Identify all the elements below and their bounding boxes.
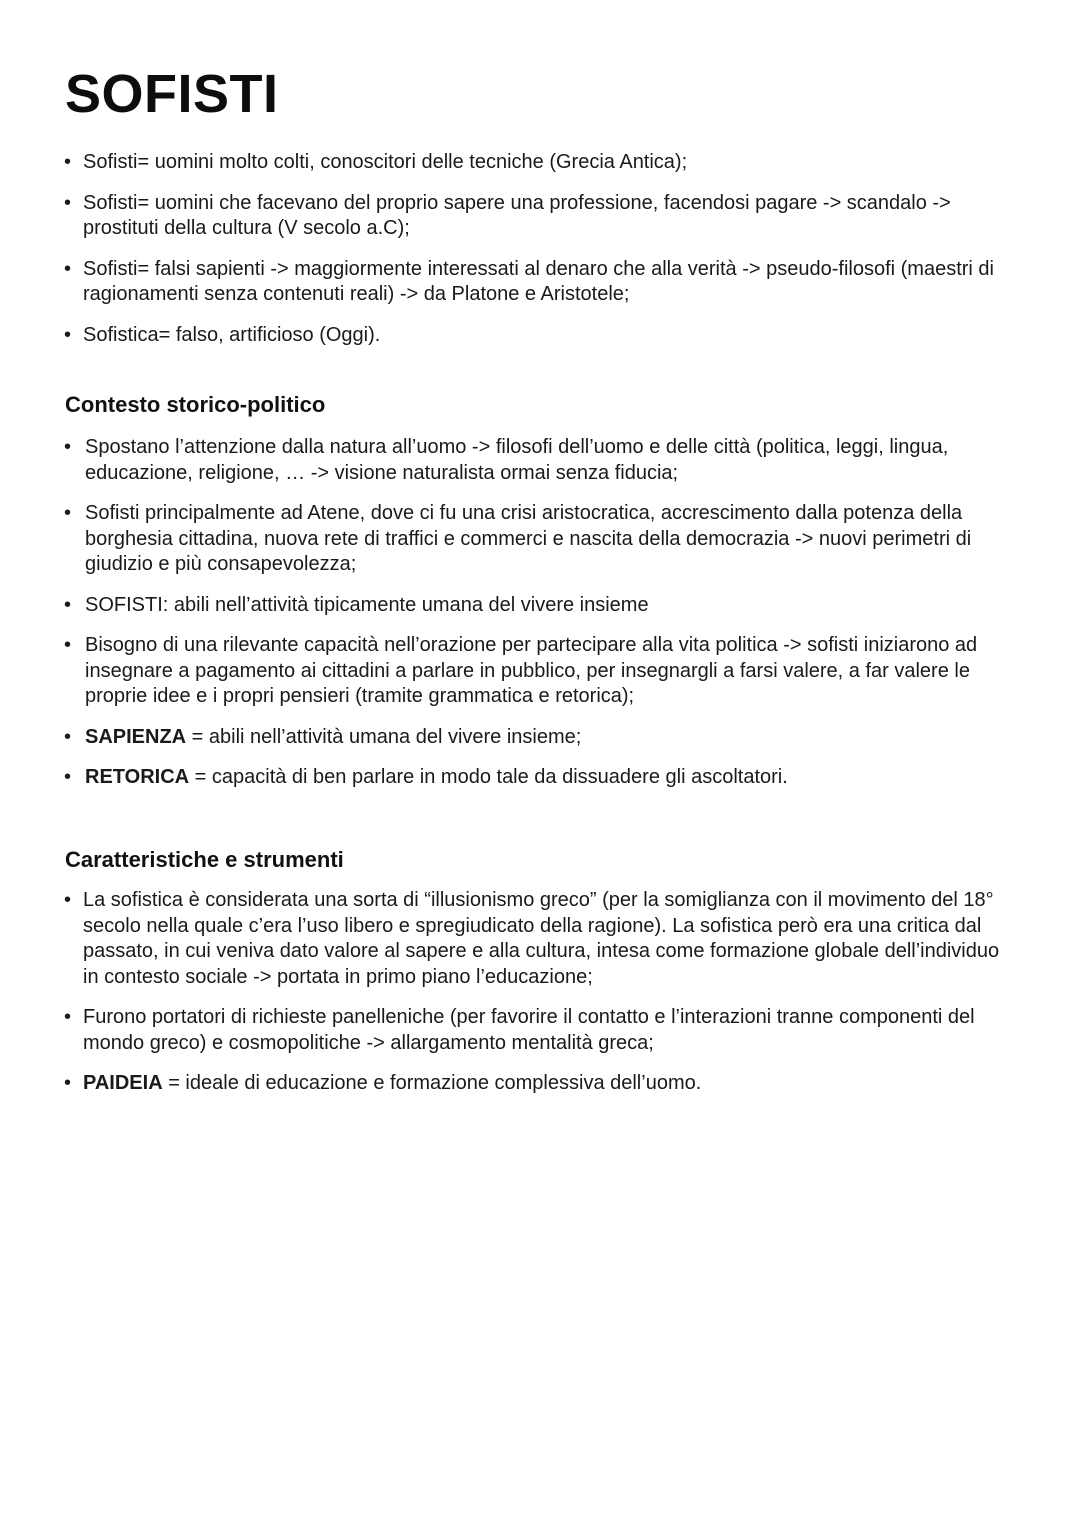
bullet-icon: • [64, 725, 72, 748]
definition-text [83, 1072, 701, 1094]
section-heading-context: Contesto storico-politico [65, 392, 326, 417]
definition-body: = abili nell’attività umana del vivere insieme; [186, 725, 582, 748]
list-item-definition [58, 725, 1018, 751]
list-item [58, 593, 1018, 619]
list-item-text: La sofistica è considerata una sorta di “illusionismo greco” (per la somiglianza con il movimento del 18° secolo nella quale c’era l’uso libero e spregiudicato della ragione). La sofistica però era una critica dal passato, in cui veniva dato valore al sapere e alla cultura, intesa come formazione globale dell’individuo in contesto sociale -> portata in primo piano l’educazione; [83, 889, 1000, 988]
list-item [58, 888, 1018, 990]
section-heading-features: Caratteristiche e strumenti [65, 847, 344, 872]
list-item-text: Sofisti= falsi sapienti -> maggiormente interessati al denaro che alla verità -> pseudo-filosofi (maestri di ragionamenti senza contenuti reali) -> da Platone e Aristotele; [83, 257, 994, 305]
bullet-icon: • [64, 766, 72, 788]
definition-term: RETORICA [85, 766, 190, 788]
bullet-icon: • [64, 1006, 72, 1028]
list-item [58, 257, 1018, 308]
definition-term: SAPIENZA [85, 725, 187, 748]
definition-term: PAIDEIA [83, 1072, 163, 1094]
bullet-icon: • [64, 634, 72, 656]
list-item [58, 633, 1018, 710]
list-item [58, 323, 1018, 349]
context-bullet-list [58, 435, 1018, 806]
bullet-icon: • [64, 593, 72, 616]
bullet-icon: • [64, 889, 72, 911]
list-item-text: Sofisti= uomini molto colti, conoscitori delle tecniche (Grecia Antica); [83, 151, 688, 173]
definition-text [85, 726, 581, 748]
list-item-definition [58, 765, 1018, 791]
list-item [58, 501, 1018, 578]
list-item-text: Sofisti principalmente ad Atene, dove ci fu una crisi aristocratica, accrescimento dalla potenza della borghesia cittadina, nuova rete di traffici e commerci e nascita della democrazia -> nuovi perimetri di giudizio e più consapevolezza; [85, 502, 972, 575]
definition-text [85, 766, 788, 788]
bullet-icon: • [64, 191, 72, 214]
list-item-text: Spostano l’attenzione dalla natura all’uomo -> filosofi dell’uomo e delle città (politica, leggi, lingua, educazione, religione, … -> visione naturalista ormai senza fiducia; [85, 436, 949, 484]
list-item-definition [58, 1071, 1018, 1097]
bullet-icon: • [64, 151, 72, 173]
bullet-icon: • [64, 323, 72, 346]
list-item [58, 150, 1018, 176]
intro-bullet-list [58, 150, 1018, 363]
bullet-icon: • [64, 257, 72, 280]
bullet-icon: • [64, 502, 72, 524]
list-item [58, 1005, 1018, 1056]
bullet-icon: • [64, 1072, 72, 1094]
list-item-text: Bisogno di una rilevante capacità nell’orazione per partecipare alla vita politica -> sofisti iniziarono ad insegnare a pagamento ai cittadini a parlare in pubblico, per insegnargli a farsi valere, a far valere le proprie idee e i propri pensieri (tramite grammatica e retorica); [85, 634, 978, 707]
list-item-text: SOFISTI: abili nell’attività tipicamente umana del vivere insieme [85, 593, 649, 616]
page-title: SOFISTI [65, 64, 279, 124]
definition-body: = capacità di ben parlare in modo tale da dissuadere gli ascoltatori. [189, 766, 788, 788]
list-item-text: Sofisti= uomini che facevano del proprio sapere una professione, facendosi pagare -> scandalo -> prostituti della cultura (V secolo a.C); [83, 191, 951, 239]
list-item-text: Furono portatori di richieste panelleniche (per favorire il contatto e l’interazioni tranne componenti del mondo greco) e cosmopolitiche -> allargamento mentalità greca; [83, 1006, 975, 1054]
list-item-text: Sofistica= falso, artificioso (Oggi). [83, 323, 381, 346]
list-item [58, 435, 1018, 486]
definition-body: = ideale di educazione e formazione complessiva dell’uomo. [162, 1072, 702, 1094]
list-item [58, 191, 1018, 242]
features-bullet-list [58, 888, 1018, 1112]
bullet-icon: • [64, 436, 72, 458]
